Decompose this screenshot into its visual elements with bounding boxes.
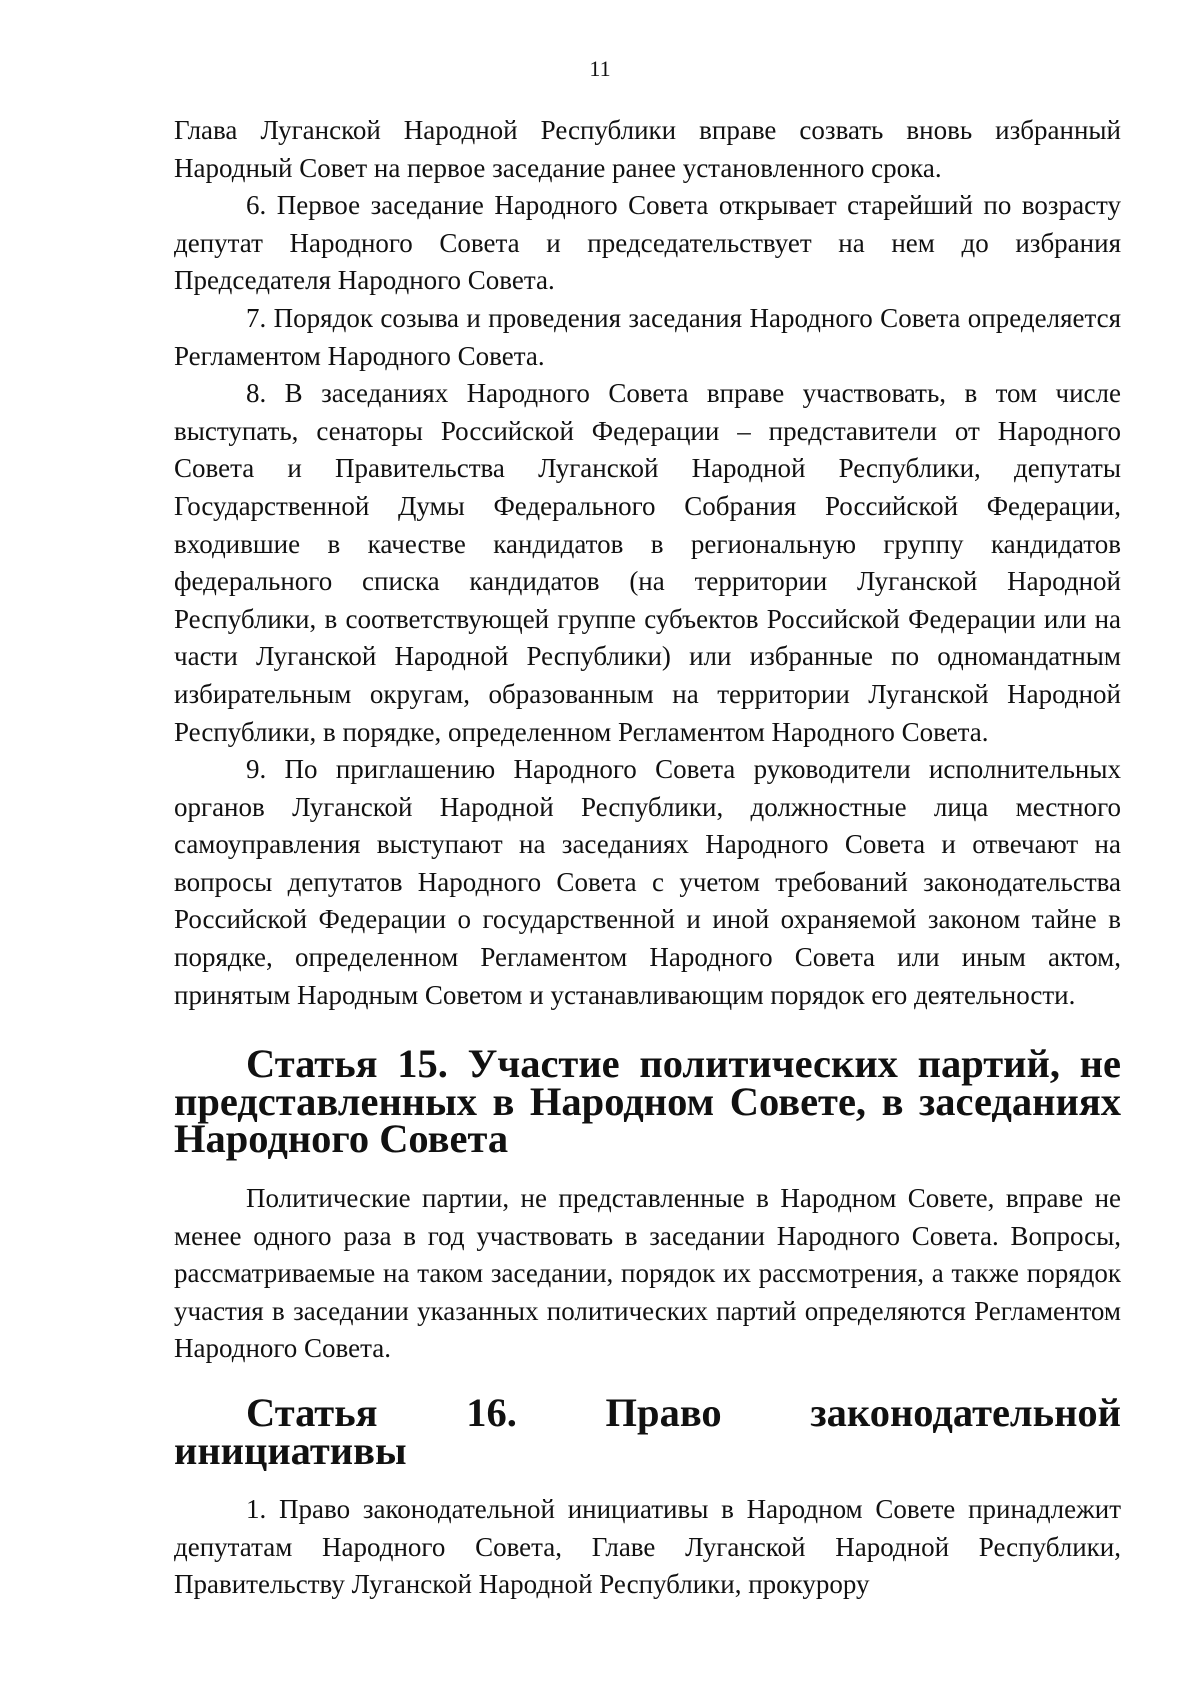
page-number: 11 [589, 56, 611, 81]
paragraph-item-9: 9. По приглашению Народного Совета руководители исполнительных органов Луганской Народной Республики, должностные лица местного самоуправления выступают на заседаниях Народного Совета и отвечают на вопросы депутатов Народного Совета с учетом требований законодательства Российской Федерации о государственной и иной охраняемой законом тайне в порядке, определенном Регламентом Народного Совета или иным актом, принятым Народным Советом и устанавливающим порядок его деятельности. [174, 754, 1121, 1010]
article-16-heading: Статья 16. Право законодательной инициативы [174, 1390, 1121, 1473]
paragraph-item-6: 6. Первое заседание Народного Совета открывает старейший по возрасту депутат Народного Совета и председательствует на нем до избрания Председателя Народного Совета. [174, 190, 1121, 296]
paragraph-item-8: 8. В заседаниях Народного Совета вправе участвовать, в том числе выступать, сенаторы Российской Федерации – представители от Народного Совета и Правительства Луганской Народной Республики, депутаты Государственной Думы Федерального Собрания Российской Федерации, входившие в качестве кандидатов в региональную группу кандидатов федерального списка кандидатов (на территории Луганской Народной Республики, в соответствующей группе субъектов Российской Федерации или на части Луганской Народной Республики) или избранные по одномандатным избирательным округам, образованным на территории Луганской Народной Республики, в порядке, определенном Регламентом Народного Совета. [174, 378, 1121, 747]
paragraph-item-7: 7. Порядок созыва и проведения заседания Народного Совета определяется Регламентом Народного Совета. [174, 302, 1121, 371]
article-15-heading: Статья 15. Участие политических партий, не представленных в Народном Совете, в заседаниях Народного Совета [174, 1041, 1121, 1162]
article-15-paragraph: Политические партии, не представленные в Народном Совете, вправе не менее одного раза в год участвовать в заседании Народного Совета. Вопросы, рассматриваемые на таком заседании, порядок их рассмотрения, а также порядок участия в заседании указанных политических партий определяются Регламентом Народного Совета. [174, 1183, 1121, 1364]
article-16-paragraph-1: 1. Право законодательной инициативы в Народном Совете принадлежит депутатам Народного Совета, Главе Луганской Народной Республики, Правительству Луганской Народной Республики, прокурору [174, 1494, 1121, 1600]
paragraph-continuation: Глава Луганской Народной Республики вправе созвать вновь избранный Народный Совет на первое заседание ранее установленного срока. [174, 115, 1121, 183]
document-body [174, 112, 1121, 1604]
